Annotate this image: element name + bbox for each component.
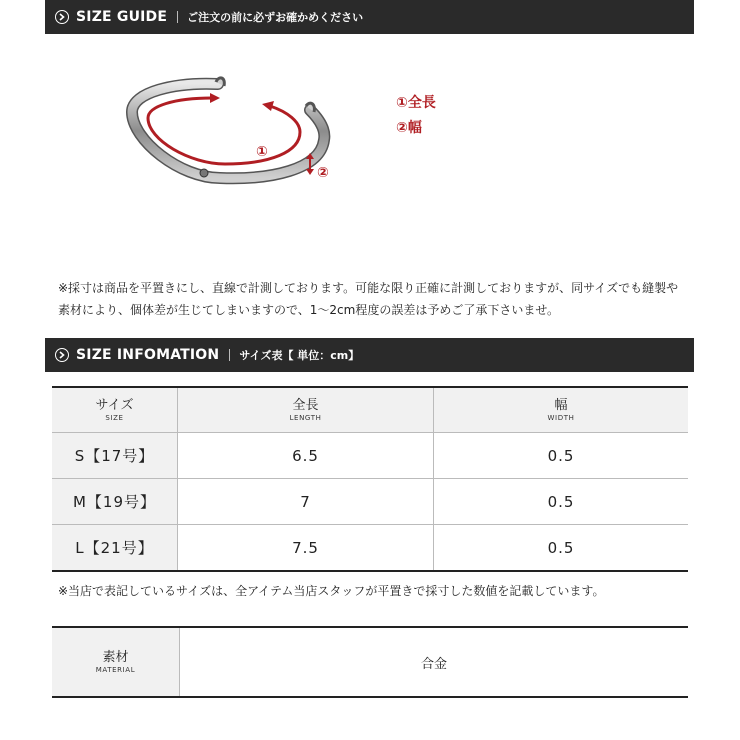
size-info-title: SIZE INFOMATION [76,347,220,363]
size-cell: M【19号】 [52,479,178,525]
width-cell: 0.5 [434,479,689,525]
size-guide-subtitle: ご注文の前に必ずお確かめください [187,11,364,24]
length-cell: 7 [178,479,434,525]
callout-2: ② [317,165,329,181]
size-cell: L【21号】 [52,525,178,572]
table-row [52,525,688,572]
size-guide-title: SIZE GUIDE [76,9,168,25]
callout-1: ① [256,144,268,160]
bangle-diagram [120,60,350,195]
legend-length: ①全長 [396,95,436,111]
size-table [52,386,688,572]
material-label-en: MATERIAL [95,665,136,674]
header-size-en: SIZE [105,413,124,422]
header-divider [229,349,230,361]
table-row [52,433,688,479]
header-width [434,387,689,433]
material-row [52,627,688,697]
header-size [52,387,178,433]
length-cell: 7.5 [178,525,434,572]
table-row [52,479,688,525]
material-value: 合金 [420,656,447,672]
header-length-en: LENGTH [289,413,322,422]
size-info-subtitle: サイズ表【 単位：cm】 [239,349,360,362]
material-label [52,627,180,697]
legend-width: ②幅 [396,120,422,136]
material-table [52,626,688,698]
header-width-en: WIDTH [547,413,575,422]
header-divider [177,11,178,23]
header-length [178,387,434,433]
header-length-ja: 全長 [292,397,319,413]
size-cell: S【17号】 [52,433,178,479]
measure-note: ※採寸は商品を平置きにし、直線で計測しております。可能な限り正確に計測しておりますが、同サイズでも縫製や素材により、個体差が生じてしまいますので、1〜2cm程度の誤差は予めご了承下さいませ。 [58,281,679,317]
length-cell: 6.5 [178,433,434,479]
chevron-right-icon [55,10,69,24]
material-label-ja: 素材 [102,649,129,665]
header-size-ja: サイズ [95,397,134,413]
width-cell: 0.5 [434,525,689,572]
size-info-header [45,338,694,372]
header-width-ja: 幅 [554,397,568,413]
width-cell: 0.5 [434,433,689,479]
store-note: ※当店で表記しているサイズは、全アイテム当店スタッフが平置きで採寸した数値を記載しています。 [58,584,605,598]
table-header-row [52,387,688,433]
chevron-right-icon [55,348,69,362]
size-guide-header [45,0,694,34]
